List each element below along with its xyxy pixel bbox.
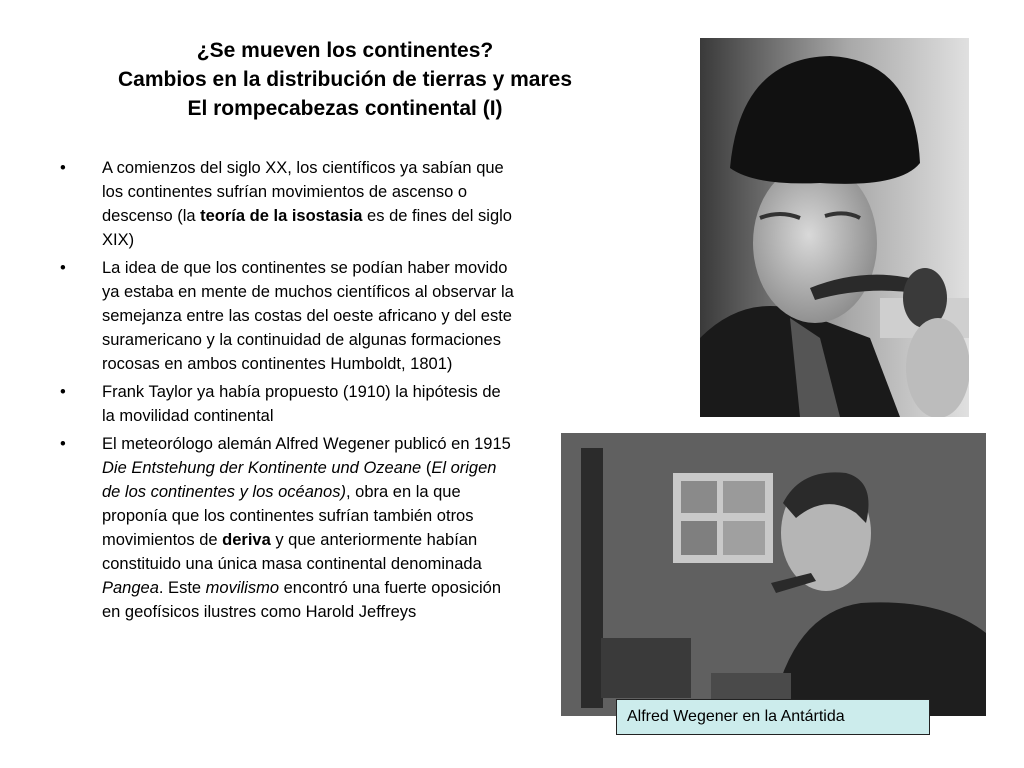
title-line-3: El rompecabezas continental (I) [187, 97, 503, 120]
bullet-item [60, 380, 515, 428]
bullet-text: . Este [158, 579, 206, 597]
bullet-text: y que anteriormente habían constituido una única masa continental denominada [102, 531, 482, 573]
photo-wegener-antarctica [561, 433, 986, 716]
bullet-item [60, 432, 515, 624]
portrait-photo-wegener-pipe [700, 38, 969, 417]
bullet-text: encontró una fuerte oposición en geofísicos ilustres como Harold Jeffreys [102, 579, 502, 621]
bullet-list [60, 156, 515, 628]
bullet-text: La idea de que los continentes se podían haber movido ya estaba en mente de muchos científicos al observar la semejanza entre las costas del oeste africano y del este suramericano y la continuidad de algunas formaciones rocosas en ambos continentes Humboldt, 1801) [102, 259, 514, 373]
title-line-2: Cambios en la distribución de tierras y mares [118, 68, 572, 91]
bullet-text: El meteorólogo alemán Alfred Wegener publicó en 1915 [102, 435, 511, 453]
bold-text: deriva [222, 531, 271, 549]
bullet-marker: • [60, 259, 66, 277]
bullet-marker: • [60, 159, 66, 177]
photo-caption: Alfred Wegener en la Antártida [616, 699, 930, 735]
bullet-text: , obra en la que proponía que los continentes sufrían también otros movimientos de [102, 483, 474, 549]
slide-title [40, 36, 650, 123]
italic-text: movilismo [205, 579, 280, 597]
bullet-text: A comienzos del siglo XX, los científicos ya sabían que los continentes sufrían movimientos de ascenso o descenso (la [102, 159, 504, 225]
bullet-marker: • [60, 383, 66, 401]
italic-text: Die Entstehung der Kontinente und Ozeane [102, 459, 422, 477]
bullet-item [60, 156, 515, 252]
italic-text: El origen de los continentes y los océanos) [102, 459, 497, 501]
bullet-text: Frank Taylor ya había propuesto (1910) la hipótesis de la movilidad continental [102, 383, 501, 425]
bullet-marker: • [60, 435, 66, 453]
bullet-item [60, 256, 515, 376]
bullet-text: es de fines del siglo XIX) [102, 207, 512, 249]
bullet-text: ( [421, 459, 432, 477]
italic-text: Pangea [102, 579, 159, 597]
title-line-1: ¿Se mueven los continentes? [196, 39, 494, 62]
bold-text: teoría de la isostasia [200, 207, 363, 225]
